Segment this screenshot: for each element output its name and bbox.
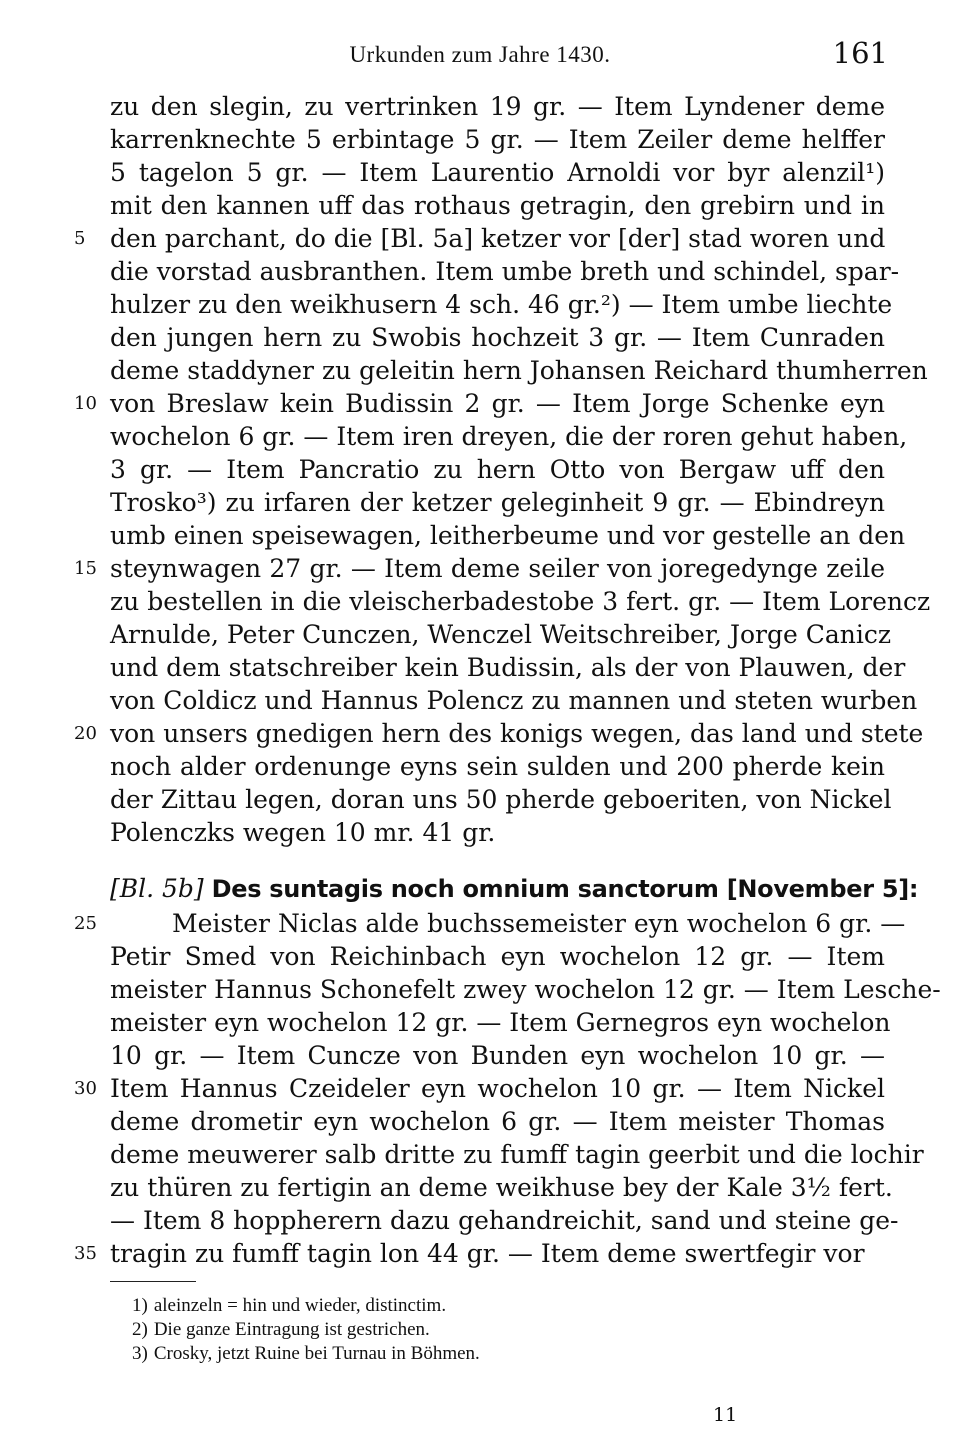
text-line xyxy=(110,189,885,222)
text-block-2 xyxy=(74,907,941,1270)
footnote-text: Die ganze Eintragung ist gestrichen. xyxy=(153,1319,430,1340)
text-line xyxy=(110,651,906,684)
line-text: deme staddyner zu geleitin hern Johansen Reichard thumherren xyxy=(110,356,928,385)
text-line xyxy=(74,387,885,420)
text-line xyxy=(110,321,885,354)
text-line xyxy=(110,1039,885,1072)
text-line xyxy=(110,750,885,783)
text-line xyxy=(110,1138,924,1171)
text-line xyxy=(110,288,893,321)
line-text: Polenczks wegen 10 mr. 41 gr. xyxy=(110,818,496,847)
line-text: die vorstad ausbranthen. Item umbe breth und schindel, spar- xyxy=(110,257,900,286)
line-text: den jungen hern zu Swobis hochzeit 3 gr. — Item Cunraden xyxy=(110,323,885,352)
text-line xyxy=(74,552,885,585)
running-head: Urkunden zum Jahre 1430. xyxy=(349,42,611,67)
line-text: tragin zu fumff tagin lon 44 gr. — Item deme swertfegir vor xyxy=(110,1239,865,1268)
line-text: 3 gr. — Item Pancratio zu hern Otto von Bergaw uff den xyxy=(110,455,885,484)
line-text: Trosko³) zu irfaren der ketzer geleginheit 9 gr. — Ebindreyn xyxy=(110,488,885,517)
footnote-text: aleinzeln = hin und wieder, distinctim. xyxy=(153,1295,447,1316)
line-text: Arnulde, Peter Cunczen, Wenczel Weitschreiber, Jorge Canicz xyxy=(110,620,892,649)
text-line xyxy=(110,90,885,123)
line-number: 30 xyxy=(74,1078,97,1099)
line-text: zu bestellen in die vleischerbadestobe 3 fert. gr. — Item Lorencz xyxy=(110,587,931,616)
line-number: 25 xyxy=(74,913,97,934)
line-text: meister eyn wochelon 12 gr. — Item Gernegros eyn wochelon xyxy=(110,1008,891,1037)
footnote-mark: 3) xyxy=(132,1343,148,1364)
text-line xyxy=(110,354,928,387)
line-number: 20 xyxy=(74,723,97,744)
footnote xyxy=(132,1318,772,1342)
line-text: meister Hannus Schonefelt zwey wochelon 12 gr. — Item Lesche- xyxy=(110,975,941,1004)
section-title: Des suntagis noch omnium sanctorum [November 5]: xyxy=(211,875,919,903)
line-text: den parchant, do die [Bl. 5a] ketzer vor [der] stad woren und xyxy=(110,224,886,253)
line-text: Item Hannus Czeideler eyn wochelon 10 gr. — Item Nickel xyxy=(110,1074,885,1103)
text-line xyxy=(110,156,885,189)
footnote xyxy=(132,1342,772,1366)
text-line xyxy=(110,940,885,973)
text-line xyxy=(110,1006,891,1039)
line-text: steynwagen 27 gr. — Item deme seiler von joregedynge zeile xyxy=(110,554,885,583)
section-heading xyxy=(110,871,919,907)
line-text: mit den kannen uff das rothaus getragin, den grebirn und in xyxy=(110,191,885,220)
line-text: 5 tagelon 5 gr. — Item Laurentio Arnoldi vor byr alenzil¹) xyxy=(110,158,885,187)
line-number: 35 xyxy=(74,1243,97,1264)
text-line xyxy=(74,1072,885,1105)
line-text: noch alder ordenunge eyns sein sulden und 200 pherde kein xyxy=(110,752,885,781)
text-line xyxy=(110,585,931,618)
footnotes xyxy=(132,1294,772,1366)
line-text: von unsers gnedigen hern des konigs wegen, das land und stete xyxy=(110,719,924,748)
line-text: zu den slegin, zu vertrinken 19 gr. — Item Lyndener deme xyxy=(110,92,885,121)
line-text: und dem statschreiber kein Budissin, als der von Plauwen, der xyxy=(110,653,906,682)
line-number: 10 xyxy=(74,393,97,414)
line-text: deme drometir eyn wochelon 6 gr. — Item meister Thomas xyxy=(110,1107,885,1136)
footnote xyxy=(132,1294,772,1318)
text-line xyxy=(110,123,885,156)
footnote-mark: 1) xyxy=(132,1295,148,1316)
text-line xyxy=(74,907,906,940)
line-text: deme meuwerer salb dritte zu fumff tagin geerbit und die lochir xyxy=(110,1140,924,1169)
text-line xyxy=(74,1237,885,1270)
text-line xyxy=(110,453,885,486)
line-text: Petir Smed von Reichinbach eyn wochelon 12 gr. — Item xyxy=(110,942,885,971)
text-line xyxy=(110,816,885,849)
page-header xyxy=(0,34,960,74)
line-text: zu thüren zu fertigin an deme weikhuse bey der Kale 3½ fert. xyxy=(110,1173,893,1202)
footnote-rule xyxy=(110,1281,196,1282)
text-line xyxy=(110,1171,893,1204)
text-block-1 xyxy=(74,90,931,849)
footnote-text: Crosky, jetzt Ruine bei Turnau in Böhmen. xyxy=(153,1343,480,1364)
page-number: 161 xyxy=(832,36,888,70)
line-text: — Item 8 hoppherern dazu gehandreichit, sand und steine ge- xyxy=(110,1206,899,1235)
text-line xyxy=(74,717,924,750)
line-text: von Breslaw kein Budissin 2 gr. — Item Jorge Schenke eyn xyxy=(110,389,885,418)
main-text xyxy=(74,90,941,1270)
text-line xyxy=(110,420,908,453)
line-text: wochelon 6 gr. — Item iren dreyen, die der roren gehut haben, xyxy=(110,422,908,451)
line-text: karrenknechte 5 erbintage 5 gr. — Item Zeiler deme helffer xyxy=(110,125,885,154)
text-line xyxy=(110,519,906,552)
footnote-mark: 2) xyxy=(132,1319,148,1340)
text-line xyxy=(110,486,885,519)
text-line xyxy=(110,618,892,651)
line-text: 10 gr. — Item Cuncze von Bunden eyn wochelon 10 gr. — xyxy=(110,1041,885,1070)
text-line xyxy=(74,222,886,255)
line-text: umb einen speisewagen, leitherbeume und vor gestelle an den xyxy=(110,521,906,550)
line-number: 15 xyxy=(74,558,97,579)
text-line xyxy=(110,1204,899,1237)
line-text: der Zittau legen, doran uns 50 pherde geboeriten, von Nickel xyxy=(110,785,892,814)
line-number: 5 xyxy=(74,228,86,249)
text-line xyxy=(110,973,941,1006)
line-text: hulzer zu den weikhusern 4 sch. 46 gr.²) — Item umbe liechte xyxy=(110,290,893,319)
section-folio-ref: [Bl. 5b] xyxy=(110,874,204,903)
text-line xyxy=(110,684,918,717)
text-line xyxy=(110,255,900,288)
line-text: Meister Niclas alde buchssemeister eyn wochelon 6 gr. — xyxy=(172,909,906,938)
signature-mark: 11 xyxy=(713,1404,738,1426)
text-line xyxy=(110,1105,885,1138)
text-line xyxy=(110,783,892,816)
line-text: von Coldicz und Hannus Polencz zu mannen und steten wurben xyxy=(110,686,918,715)
